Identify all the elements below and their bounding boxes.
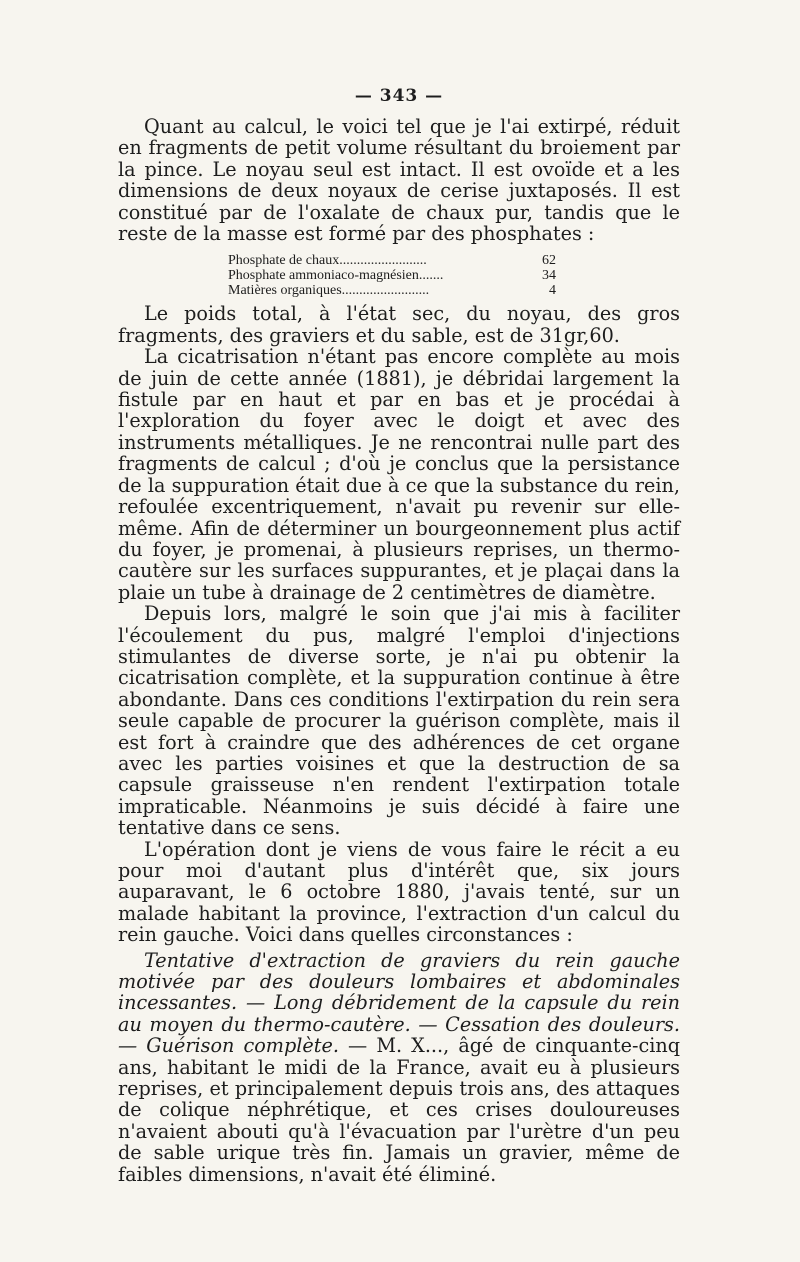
paragraph-depuis: Depuis lors, malgré le soin que j'ai mis à faciliter l'écoulement du pus, malgré l'emploi d'injections stimulantes de diverse sorte, je n'ai pu obtenir la cicatrisation complète, et la suppuration continue à être abondante. Dans ces conditions l'extirpation du rein sera seule capable de procurer la guérison complète, mais il est fort à craindre que des adhérences de cet organe avec les parties voisines et que la destruction de sa capsule graisseuse n'en rendent l'extirpation totale impraticable. Néanmoins je suis décidé à faire une tentative dans ce sens. [118, 602, 680, 840]
composition-label: Matières organiques......................... [228, 283, 430, 299]
composition-row [228, 253, 556, 268]
case-title: Tentative d'extraction de graviers du rein gauche motivée par des douleurs lombaires et abdominales incessantes. — Long débridement de la capsule du rein au moyen du thermo-cautère. — Cessation des douleurs. — Guérison complète. [118, 948, 680, 1058]
paragraph-operation: L'opération dont je viens de vous faire le récit a eu pour moi d'autant plus d'intérêt que, six jours auparavant, le 6 octobre 1880, j'avais tenté, sur un malade habitant la province, l'extraction d'un calcul du rein gauche. Voici dans quelles circonstances : [118, 837, 680, 947]
paragraph-calcul: Quant au calcul, le voici tel que je l'ai extirpé, réduit en fragments de petit volume résultant du broiement par la pince. Le noyau seul est intact. Il est ovoïde et a les dimensions de deux noyaux de cerise juxtaposés. Il est constitué par de l'oxalate de chaux pur, tandis que le reste de la masse est formé par des phosphates : [118, 115, 680, 246]
composition-value: 62 [542, 253, 556, 269]
composition-row [228, 268, 556, 283]
composition-value: 34 [542, 268, 556, 284]
composition-label: Phosphate ammoniaco-magnésien....... [228, 268, 444, 284]
paragraph-case [118, 950, 680, 1185]
composition-row [228, 283, 556, 298]
composition-label: Phosphate de chaux......................... [228, 253, 427, 269]
case-text: — M. X..., âgé de cinquante-cinq ans, habitant le midi de la France, avait eu à plusieurs reprises, et principalement depuis trois ans, des attaques de colique néphrétique, et ces crises douloureuses n'avaient abouti qu'à l'évacuation par l'urètre d'un peu de sable urique très fin. Jamais un gravier, même de faibles dimensions, n'avait été éliminé. [118, 1034, 680, 1186]
composition-value: 4 [549, 283, 556, 299]
paragraph-poids: Le poids total, à l'état sec, du noyau, des gros fragments, des graviers et du sable, est de 31gr,60. [118, 302, 680, 347]
page-number: — 343 — [354, 86, 444, 106]
book-page [118, 86, 680, 1185]
paragraph-cicatrisation: La cicatrisation n'étant pas encore complète au mois de juin de cette année (1881), je débridai largement la fistule par en haut et par en bas et je procédai à l'exploration du foyer avec le doigt et avec des instruments métalliques. Je ne rencontrai nulle part des fragments de calcul ; d'où je conclus que la persistance de la suppuration était due à ce que la substance du rein, refoulée excentriquement, n'avait pu revenir sur elle-même. Afin de déterminer un bourgeonnement plus actif du foyer, je promenai, à plusieurs reprises, un thermo-cautère sur les surfaces suppurantes, et je plaçai dans la plaie un tube à drainage de 2 centimètres de diamètre. [118, 345, 680, 604]
composition-table [228, 253, 556, 298]
